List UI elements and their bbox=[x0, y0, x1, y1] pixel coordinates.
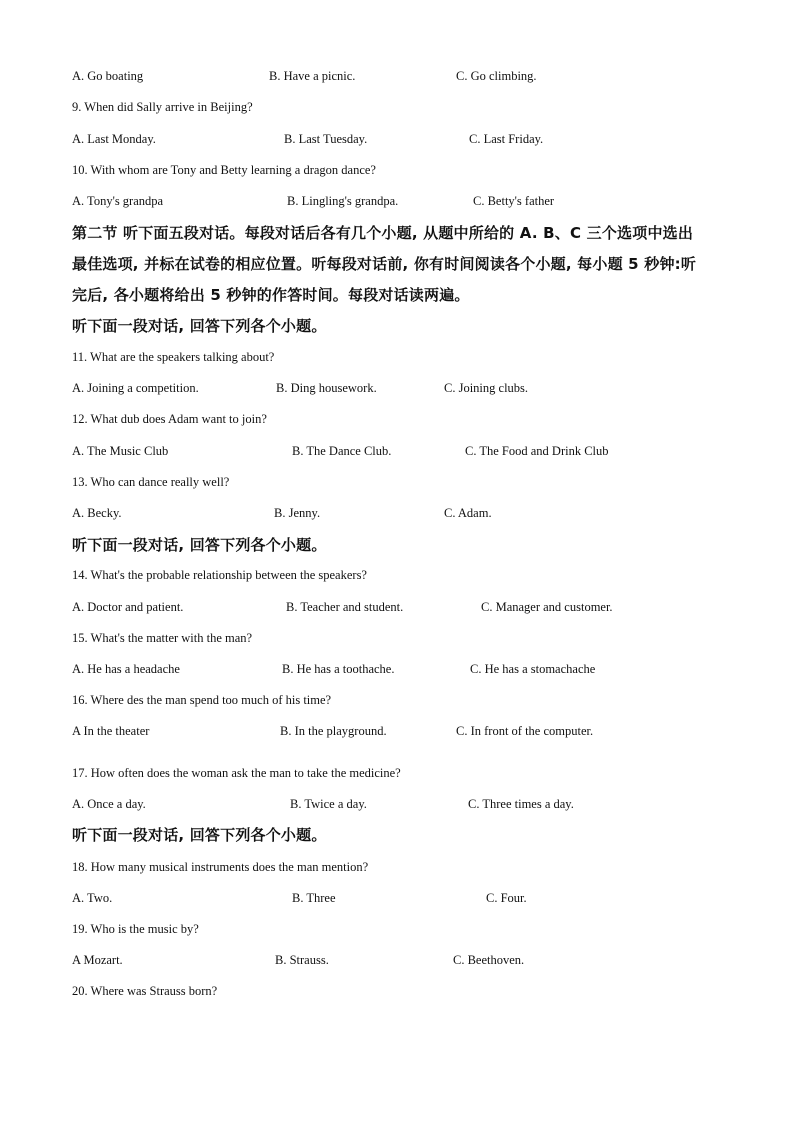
q10-option-c: C. Betty's father bbox=[473, 194, 555, 208]
question-14: 14. What's the probable relationship between the speakers? bbox=[72, 568, 367, 582]
q17-option-b: B. Twice a day. bbox=[290, 797, 367, 811]
q18-option-c: C. Four. bbox=[486, 891, 527, 905]
q18-option-a: A. Two. bbox=[72, 891, 113, 905]
question-9: 9. When did Sally arrive in Beijing? bbox=[72, 100, 253, 114]
q14-option-a: A. Doctor and patient. bbox=[72, 600, 184, 614]
q10-option-a: A. Tony's grandpa bbox=[72, 194, 164, 208]
q12-option-a: A. The Music Club bbox=[72, 444, 169, 458]
q17-option-c: C. Three times a day. bbox=[468, 797, 574, 811]
q11-option-b: B. Ding housework. bbox=[276, 381, 377, 395]
q9-option-c: C. Last Friday. bbox=[469, 132, 544, 146]
question-15: 15. What's the matter with the man? bbox=[72, 631, 253, 645]
q19-option-b: B. Strauss. bbox=[275, 953, 329, 967]
q15-option-c: C. He has a stomachache bbox=[470, 662, 596, 676]
section-heading-line-2: 最佳选项, 并标在试卷的相应位置。听每段对话前, 你有时间阅读各个小题, 每小题 5 秒钟:听 bbox=[72, 255, 697, 273]
q19-option-c: C. Beethoven. bbox=[453, 953, 525, 967]
q12-option-b: B. The Dance Club. bbox=[292, 444, 392, 458]
q14-option-c: C. Manager and customer. bbox=[481, 600, 613, 614]
q13-option-b: B. Jenny. bbox=[274, 506, 321, 520]
q13-option-a: A. Becky. bbox=[72, 506, 122, 520]
q19-option-a: A Mozart. bbox=[72, 953, 123, 967]
q16-option-b: B. In the playground. bbox=[280, 724, 387, 738]
question-17: 17. How often does the woman ask the man to take the medicine? bbox=[72, 766, 401, 780]
question-13: 13. Who can dance really well? bbox=[72, 475, 230, 489]
dialogue-heading-2: 听下面一段对话, 回答下列各个小题。 bbox=[72, 536, 327, 554]
question-10: 10. With whom are Tony and Betty learning a dragon dance? bbox=[72, 163, 376, 177]
question-16: 16. Where des the man spend too much of his time? bbox=[72, 693, 332, 707]
question-18: 18. How many musical instruments does the man mention? bbox=[72, 860, 369, 874]
q16-option-c: C. In front of the computer. bbox=[456, 724, 594, 738]
q8-option-c: C. Go climbing. bbox=[456, 69, 537, 83]
q17-option-a: A. Once a day. bbox=[72, 797, 146, 811]
question-20: 20. Where was Strauss born? bbox=[72, 984, 218, 998]
q8-option-a: A. Go boating bbox=[72, 69, 144, 83]
q15-option-a: A. He has a headache bbox=[72, 662, 180, 676]
question-11: 11. What are the speakers talking about? bbox=[72, 350, 275, 364]
dialogue-heading-1: 听下面一段对话, 回答下列各个小题。 bbox=[72, 317, 327, 335]
q15-option-b: B. He has a toothache. bbox=[282, 662, 395, 676]
question-12: 12. What dub does Adam want to join? bbox=[72, 412, 267, 426]
q16-option-a: A In the theater bbox=[72, 724, 150, 738]
q9-option-a: A. Last Monday. bbox=[72, 132, 156, 146]
section-heading-line-1: 第二节 听下面五段对话。每段对话后各有几个小题, 从题中所给的 A. B、C 三个选项中选出 bbox=[72, 224, 694, 242]
q8-option-b: B. Have a picnic. bbox=[269, 69, 356, 83]
q9-option-b: B. Last Tuesday. bbox=[284, 132, 368, 146]
q18-option-b: B. Three bbox=[292, 891, 336, 905]
q11-option-c: C. Joining clubs. bbox=[444, 381, 529, 395]
q13-option-c: C. Adam. bbox=[444, 506, 492, 520]
q12-option-c: C. The Food and Drink Club bbox=[465, 444, 609, 458]
question-19: 19. Who is the music by? bbox=[72, 922, 199, 936]
q10-option-b: B. Lingling's grandpa. bbox=[287, 194, 399, 208]
dialogue-heading-3: 听下面一段对话, 回答下列各个小题。 bbox=[72, 826, 327, 844]
section-heading-line-3: 完后, 各小题将给出 5 秒钟的作答时间。每段对话读两遍。 bbox=[72, 286, 470, 304]
q11-option-a: A. Joining a competition. bbox=[72, 381, 199, 395]
q14-option-b: B. Teacher and student. bbox=[286, 600, 404, 614]
